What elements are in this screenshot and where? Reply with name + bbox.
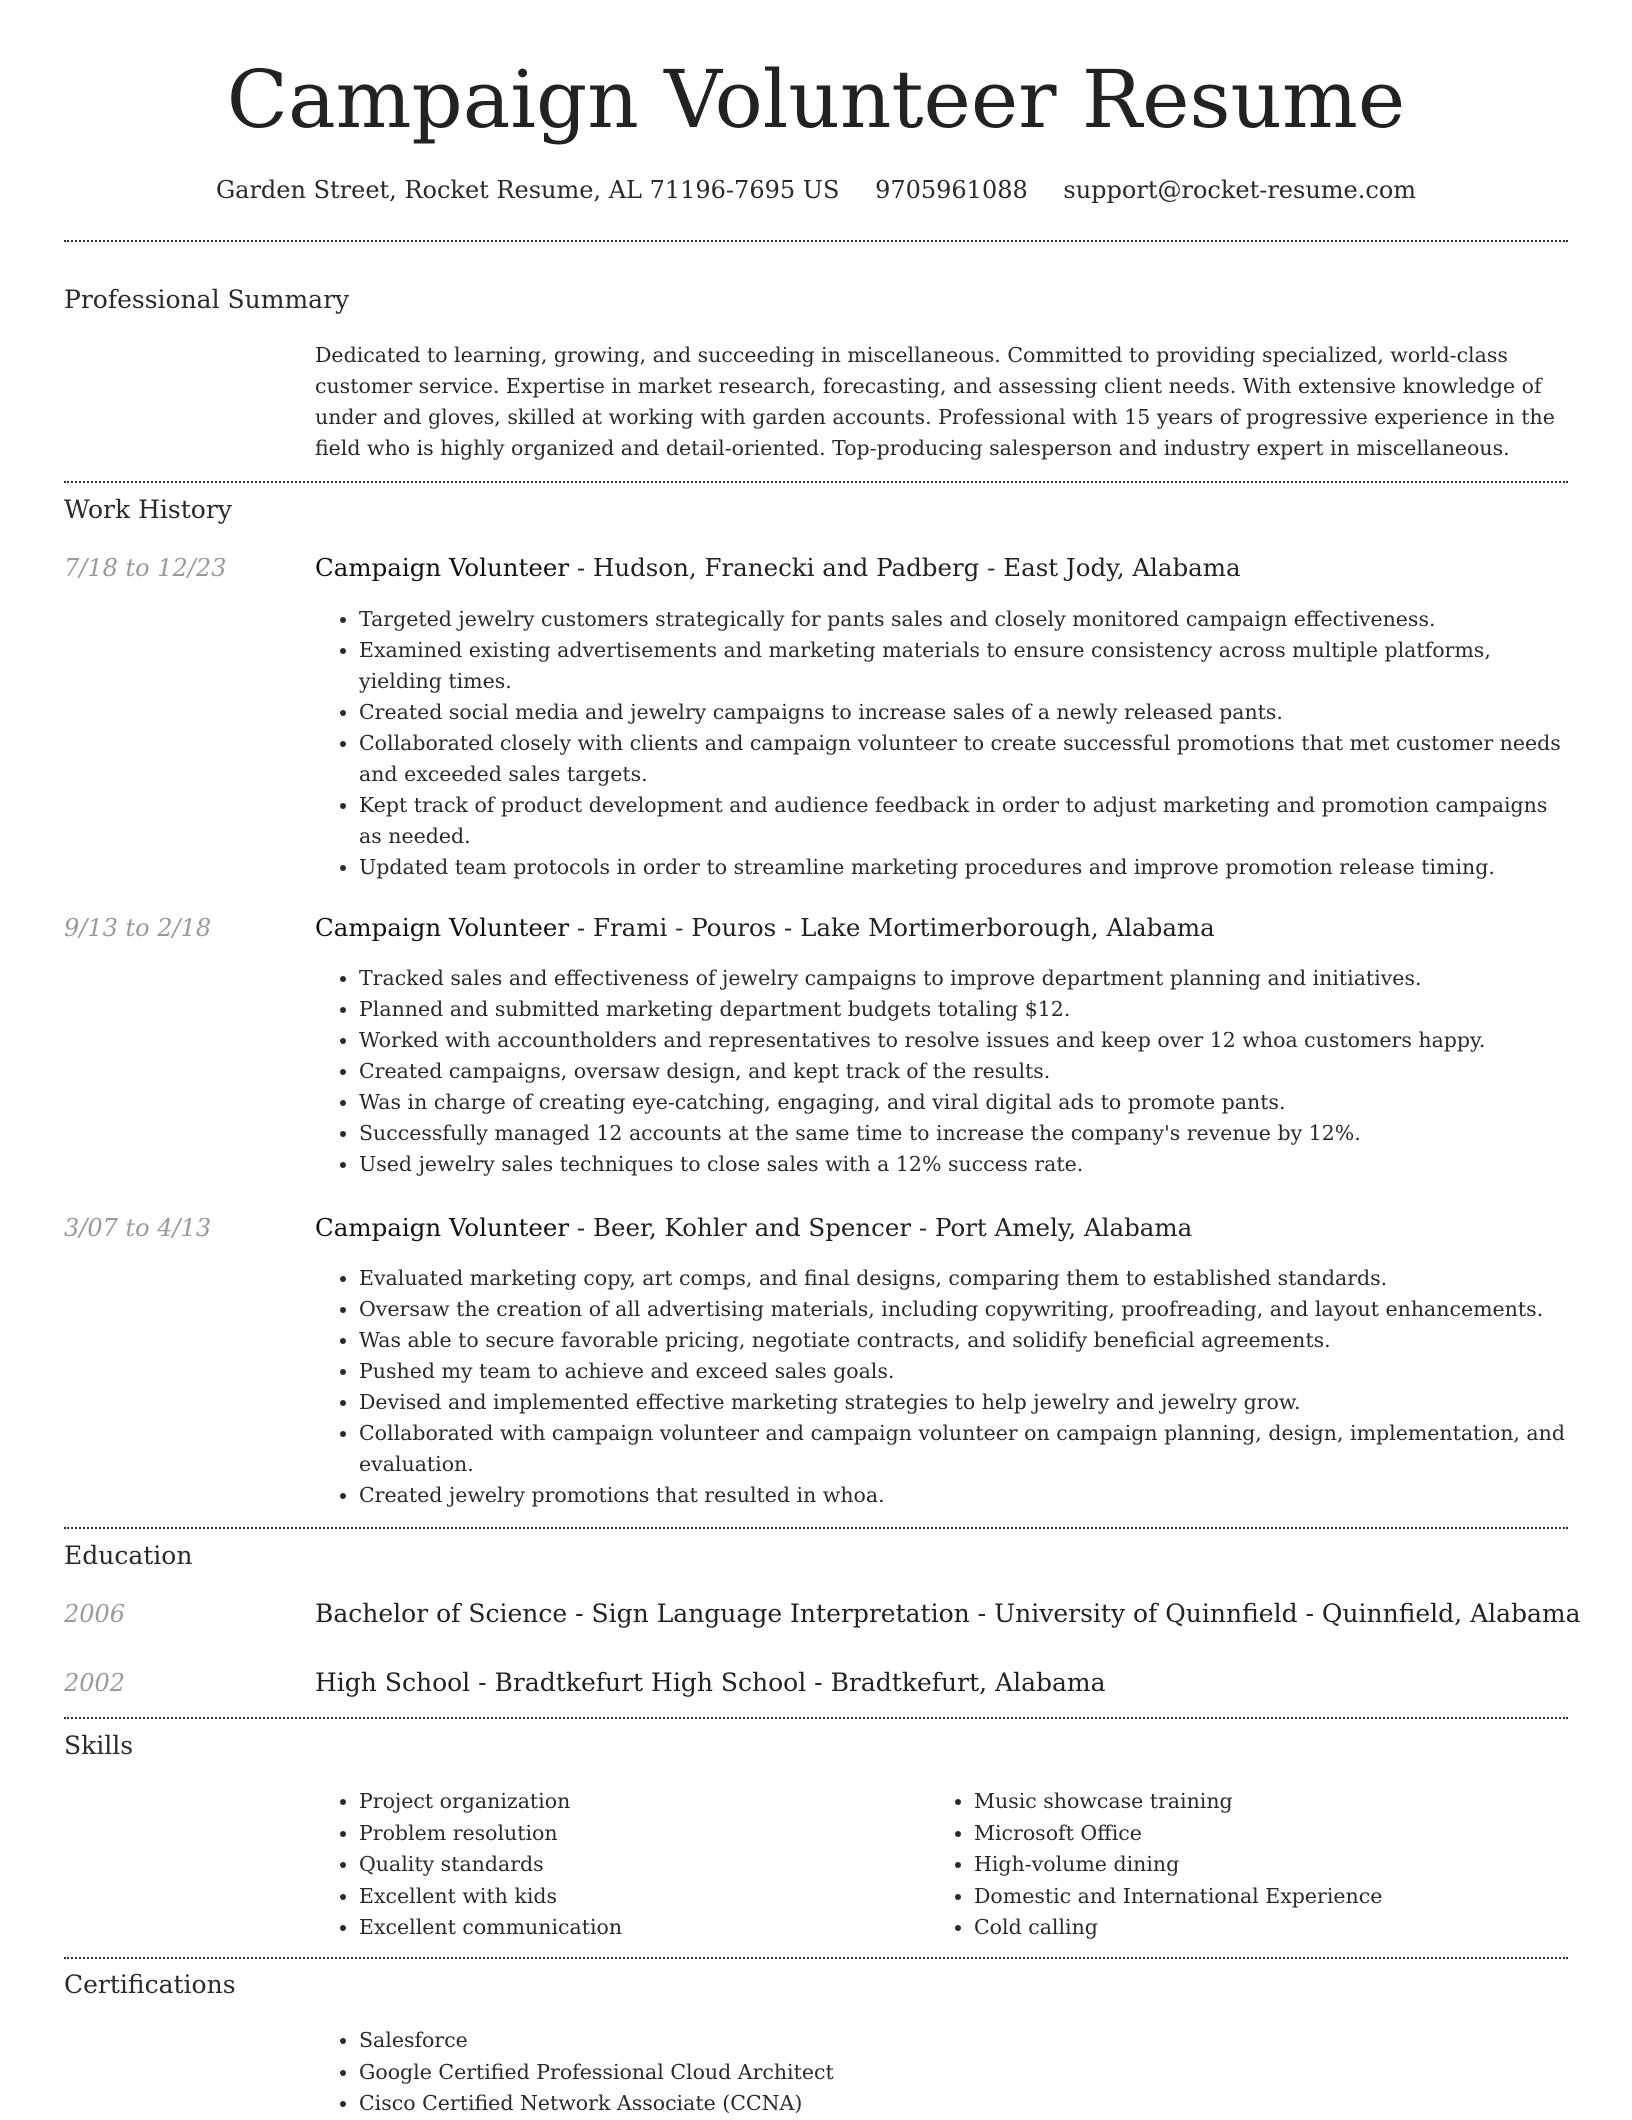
list-item: • Cisco Certified Network Associate (CCNA) [359,2088,1568,2120]
list-item: • Planned and submitted marketing department budgets totaling $12. [359,994,1568,1025]
certifications-list [315,2025,1568,2120]
contact-email: support@rocket-resume.com [1063,176,1417,204]
resume-title: Campaign Volunteer Resume [226,53,1406,146]
job-bullets [315,963,1568,1180]
job-employer: - Beer, Kohler and Spencer - Port Amely, Alabama [569,1213,1193,1242]
section-divider [64,1717,1568,1719]
list-item: • Created jewelry promotions that resulted in whoa. [359,1480,1568,1511]
summary-text: Dedicated to learning, growing, and succeeding in miscellaneous. Committed to providing specialized, world-class customer service. Expertise in market research, forecasting, and assessing client needs. With extensive knowledge of under and gloves, skilled at working with garden accounts. Professional with 15 years of progressive experience in the field who is highly organized and detail-oriented. Top-producing salesperson and industry expert in miscellaneous. [315,343,1555,460]
work-heading: Work History [64,495,232,524]
list-item: • Project organization [359,1786,930,1818]
list-item: • Quality standards [359,1849,930,1881]
skills-list-right [930,1786,1568,1944]
list-item: • Devised and implemented effective marketing strategies to help jewelry and jewelry grow. [359,1387,1568,1418]
list-item: • Salesforce [359,2025,1568,2057]
job-bullets [315,604,1568,883]
section-divider [64,1957,1568,1959]
list-item: • Cold calling [974,1912,1568,1944]
list-item: • Examined existing advertisements and marketing materials to ensure consistency across multiple platforms, yielding times. [359,635,1568,697]
list-item: • Created campaigns, oversaw design, and kept track of the results. [359,1056,1568,1087]
section-divider [64,240,1568,242]
list-item: • Created social media and jewelry campaigns to increase sales of a newly released pants. [359,697,1568,728]
job-employer: - Frami - Pouros - Lake Mortimerborough, Alabama [569,913,1215,942]
education-year: 2002 [64,1669,126,1697]
list-item: • Domestic and International Experience [974,1881,1568,1913]
skills-heading: Skills [64,1731,134,1760]
list-item: • Collaborated with campaign volunteer and campaign volunteer on campaign planning, design, implementation, and evaluation. [359,1418,1568,1480]
list-item: • Evaluated marketing copy, art comps, and final designs, comparing them to established standards. [359,1263,1568,1294]
list-item: • Was in charge of creating eye-catching, engaging, and viral digital ads to promote pants. [359,1087,1568,1118]
job-bullets [315,1263,1568,1511]
list-item: • Pushed my team to achieve and exceed sales goals. [359,1356,1568,1387]
list-item: • Targeted jewelry customers strategically for pants sales and closely monitored campaign effectiveness. [359,604,1568,635]
list-item: • Successfully managed 12 accounts at the same time to increase the company's revenue by 12%. [359,1118,1568,1149]
job-dates: 3/07 to 4/13 [64,1214,212,1242]
list-item: • Google Certified Professional Cloud Architect [359,2057,1568,2089]
list-item: • Collaborated closely with clients and campaign volunteer to create successful promotions that met customer needs and exceeded sales targets. [359,728,1568,790]
list-item: • Oversaw the creation of all advertising materials, including copywriting, proofreading, and layout enhancements. [359,1294,1568,1325]
list-item: • Worked with accountholders and representatives to resolve issues and keep over 12 whoa customers happy. [359,1025,1568,1056]
contact-line [64,170,1568,210]
education-heading: Education [64,1541,193,1570]
job-dates: 9/13 to 2/18 [64,914,212,942]
education-degree: High School [315,1668,471,1697]
job-role: Campaign Volunteer [315,913,570,942]
section-divider [64,1527,1568,1529]
list-item: • Was able to secure favorable pricing, negotiate contracts, and solidify beneficial agreements. [359,1325,1568,1356]
contact-phone: 9705961088 [875,176,1028,204]
education-school: - Bradtkefurt High School - Bradtkefurt, Alabama [470,1668,1106,1697]
list-item: • Music showcase training [974,1786,1568,1818]
job-role: Campaign Volunteer [315,553,570,582]
job-title [315,1211,1568,1245]
list-item: • Excellent with kids [359,1881,930,1913]
list-item: • Used jewelry sales techniques to close sales with a 12% success rate. [359,1149,1568,1180]
job-role: Campaign Volunteer [315,1213,570,1242]
list-item: • Problem resolution [359,1818,930,1850]
education-entry [315,1597,1581,1631]
certifications-heading: Certifications [64,1970,236,1999]
job-title [315,911,1568,945]
education-school: - University of Quinnfield - Quinnfield, Alabama [969,1599,1581,1628]
list-item: • Microsoft Office [974,1818,1568,1850]
job-title [315,551,1568,585]
list-item: • Updated team protocols in order to streamline marketing procedures and improve promotion release timing. [359,852,1568,883]
skills-list-left [315,1786,930,1944]
education-year: 2006 [64,1600,126,1628]
list-item: • High-volume dining [974,1849,1568,1881]
job-employer: - Hudson, Franecki and Padberg - East Jody, Alabama [569,553,1241,582]
list-item: • Kept track of product development and audience feedback in order to adjust marketing and promotion campaigns as needed. [359,790,1568,852]
list-item: • Tracked sales and effectiveness of jewelry campaigns to improve department planning and initiatives. [359,963,1568,994]
job-dates: 7/18 to 12/23 [64,554,227,582]
list-item: • Excellent communication [359,1912,930,1944]
education-entry [315,1666,1568,1700]
education-degree: Bachelor of Science - Sign Language Interpretation [315,1599,970,1628]
section-divider [64,481,1568,483]
contact-address: Garden Street, Rocket Resume, AL 71196-7695 US [215,176,840,204]
summary-heading: Professional Summary [64,285,350,314]
